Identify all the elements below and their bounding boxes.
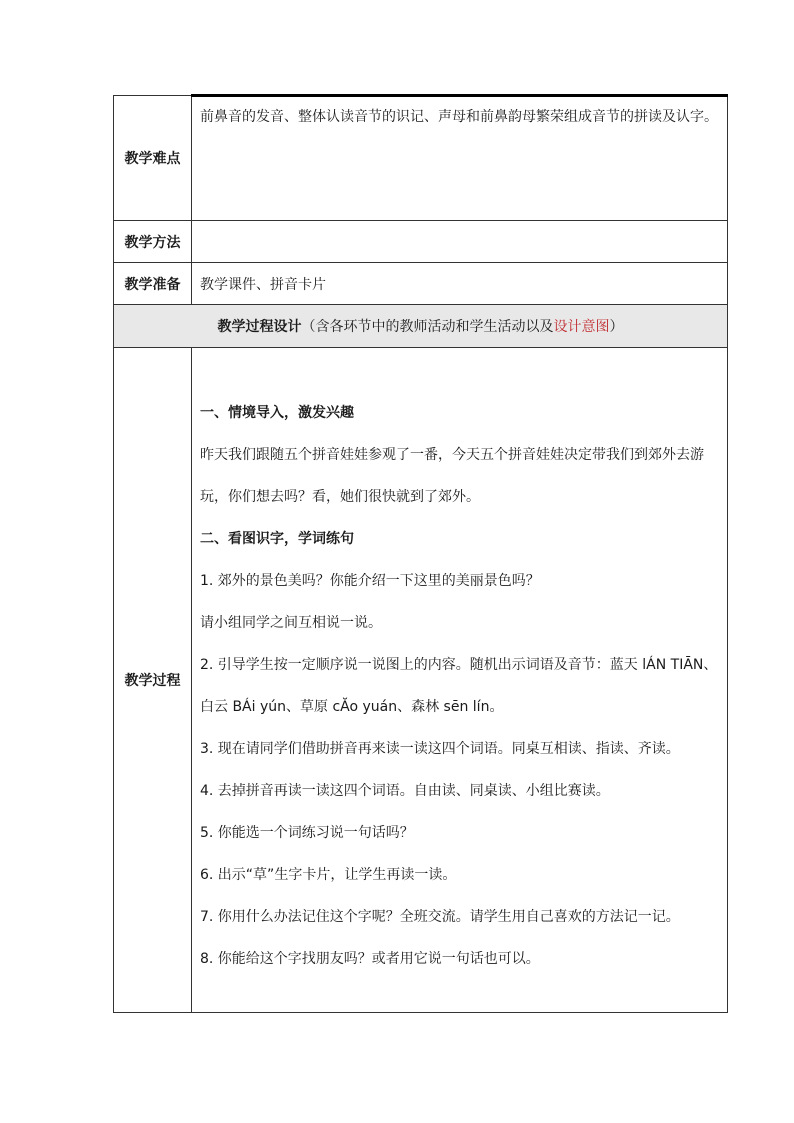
method-content xyxy=(192,221,728,263)
design-note-prefix: （含各环节中的教师活动和学生活动以及 xyxy=(301,319,554,335)
process-content xyxy=(192,348,728,1013)
paragraph: 1. 郊外的景色美吗？你能介绍一下这里的美丽景色吗？ xyxy=(200,573,540,589)
paragraph: 5. 你能选一个词练习说一句话吗？ xyxy=(200,825,414,841)
section-heading: 二、看图识字，学词练句 xyxy=(200,531,354,547)
paragraph: 7. 你用什么办法记住这个字呢？全班交流。请学生用自己喜欢的方法记一记。 xyxy=(200,909,680,925)
section-heading: 一、情境导入，激发兴趣 xyxy=(200,405,354,421)
paragraph: 6. 出示“草”生字卡片，让学生再读一读。 xyxy=(200,867,457,883)
design-header xyxy=(114,305,728,348)
paragraph: 4. 去掉拼音再读一读这四个词语。自由读、同桌读、小组比赛读。 xyxy=(200,783,610,799)
preparation-content: 教学课件、拼音卡片 xyxy=(192,263,728,305)
paragraph: 3. 现在请同学们借助拼音再来读一读这四个词语。同桌互相读、指读、齐读。 xyxy=(200,741,680,757)
process-row xyxy=(114,348,728,1013)
lesson-plan-table xyxy=(113,94,728,1013)
difficulty-content: 前鼻音的发音、整体认读音节的识记、声母和前鼻韵母繁荣组成音节的拼读及认字。 xyxy=(192,96,728,221)
preparation-row xyxy=(114,263,728,305)
design-note-suffix: ） xyxy=(609,319,624,335)
paragraph: 8. 你能给这个字找朋友吗？或者用它说一句话也可以。 xyxy=(200,951,540,967)
design-note-highlight: 设计意图 xyxy=(553,319,610,335)
design-header-row xyxy=(114,305,728,348)
method-label: 教学方法 xyxy=(114,221,192,263)
process-label: 教学过程 xyxy=(114,348,192,1013)
difficulty-label: 教学难点 xyxy=(114,96,192,221)
paragraph: 请小组同学之间互相说一说。 xyxy=(200,615,382,631)
paragraph: 2. 引导学生按一定顺序说一说图上的内容。随机出示词语及音节：蓝天 lÁN TIĀN、白云 BÁi yún、草原 cĂo yuán、森林 sēn lín。 xyxy=(200,657,718,715)
paragraph: 昨天我们跟随五个拼音娃娃参观了一番，今天五个拼音娃娃决定带我们到郊外去游玩，你们想去吗？看，她们很快就到了郊外。 xyxy=(200,447,704,505)
method-row xyxy=(114,221,728,263)
preparation-label: 教学准备 xyxy=(114,263,192,305)
difficulty-row xyxy=(114,96,728,221)
design-title: 教学过程设计 xyxy=(217,319,302,335)
